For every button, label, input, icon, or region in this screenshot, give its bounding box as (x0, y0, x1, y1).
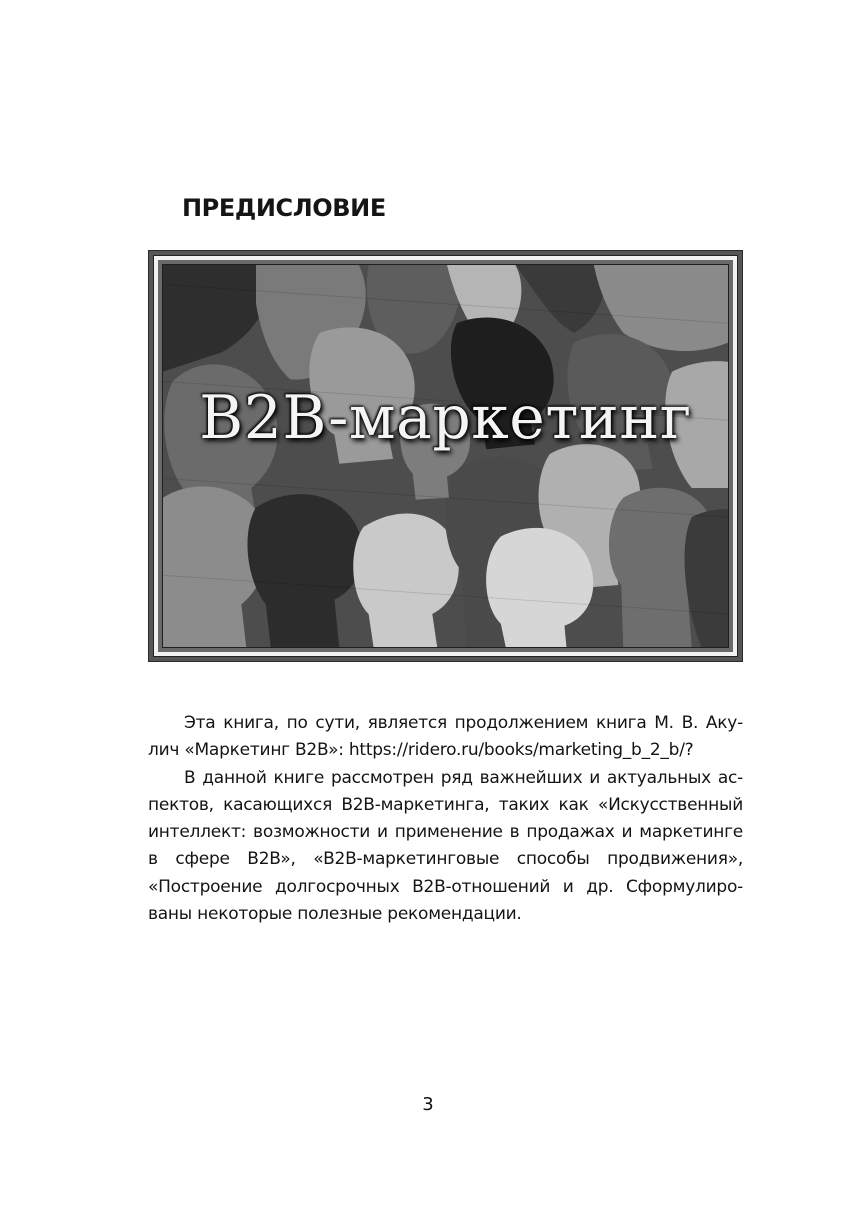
text-line: пектов, касающихся B2B-маркетинга, таких как «Искусственный (148, 794, 743, 815)
text-line: лич «Маркетинг B2B»: https://ridero.ru/books/marketing_b_2_b/? (148, 740, 694, 761)
paragraph-2 (148, 765, 743, 929)
page-heading: ПРЕДИСЛОВИЕ (182, 194, 386, 222)
text-line: Эта книга, по сути, является продолжением книга М. В. Аку- (184, 713, 743, 733)
silhouettes-illustration (162, 264, 729, 648)
text-line: в сфере B2B», «B2B-маркетинговые способы продвижения», (148, 849, 743, 870)
page-number: 3 (422, 1094, 434, 1115)
crowd-silhouettes-image (163, 265, 728, 647)
paragraph-1 (148, 710, 743, 765)
illustration-title: B2B-маркетинг (199, 383, 692, 453)
text-line: ваны некоторые полезные рекомендации. (148, 904, 522, 925)
preface-text (148, 710, 743, 928)
cover-illustration-frame (148, 250, 743, 662)
text-line: В данной книге рассмотрен ряд важнейших и актуальных ас- (184, 767, 743, 788)
illustration-border (154, 256, 737, 656)
text-line: «Построение долгосрочных B2B-отношений и др. Сформулиро- (148, 876, 743, 897)
text-line: интеллект: возможности и применение в продажах и маркетинге (148, 822, 743, 843)
